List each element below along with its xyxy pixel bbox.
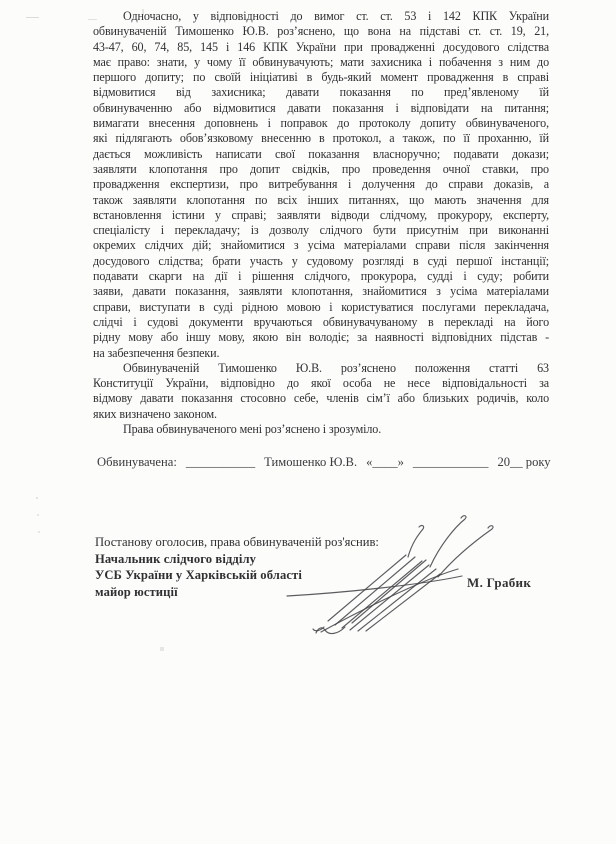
text-line: спеціалісту і перекладачу; із дозволу слідчого бути присутнім при виконанні: [93, 223, 549, 238]
text-line: встановлення істини у справі; заявляти відводи слідчому, прокурору, експерту,: [93, 207, 549, 222]
text-line: обвинуваченню або відмовитися давати показання і відповідати на питання;: [93, 100, 549, 115]
text-line: окремих слідчих дій; знайомитися з усіма матеріалами справи після закінчення: [93, 238, 549, 253]
text-line: також заявляти клопотання по всіх інших питаннях, що мають значення для: [93, 192, 549, 207]
text-line: досудового слідства; брати участь у судовому розгляді в суді першої інстанції;: [93, 253, 549, 268]
text-line: вимагати внесення доповнень і поправок до протоколу допиту обвинуваченого,: [93, 116, 549, 131]
text-line: заяви, давати показання, заявляти клопотання, знайомитися з усіма матеріалами: [93, 284, 549, 299]
paragraph: [93, 9, 549, 361]
pencil-mark: [36, 497, 38, 499]
text-line: рідну мову або іншу мову, якою він володіє; за наявності відповідних підстав -: [93, 330, 549, 345]
document-body: [93, 9, 549, 437]
text-line: провадження експертизи, про витребування і долучення до справи доказів, а: [93, 177, 549, 192]
text-line: Права обвинуваченого мені роз’яснено і зрозуміло.: [123, 422, 382, 437]
text-line: слідчі і судові документи вручаються обвинувачуваному в перекладі на його: [93, 314, 549, 329]
signature-blank-line: ___________: [185, 455, 256, 469]
announcement-line: Постанову оголосив, права обвинуваченій роз'яснив:: [95, 535, 379, 549]
text-line: на забезпечення безпеки.: [93, 345, 220, 360]
signer-name: М. Грабик: [467, 575, 532, 590]
text-line: Конституції України, відповідно до якої особа не несе відповідальності за: [93, 376, 549, 391]
text-line: 43-47, 60, 74, 85, 145 і 146 КПК України при провадженні досудового слідства: [93, 39, 549, 54]
accused-signature-row: [97, 455, 555, 470]
text-line: подавати скарги на дії і рішення слідчого, прокурора, судді і суду; робити: [93, 269, 549, 284]
text-line: справи, виступати в суді рідною мовою і користуватися послугами перекладача,: [93, 299, 549, 314]
text-line: відмовитися від захисника; давати показання по пред’явленому їй: [93, 85, 549, 100]
text-line: має право: знати, у чому її обвинувачують; мати захисника і побачення з ним до: [93, 54, 549, 69]
paragraph: [93, 361, 549, 422]
official-position-line: майор юстиції: [95, 584, 178, 599]
text-line: заявляти клопотання про допит свідків, про проведення очної ставки, про: [93, 161, 549, 176]
accused-label: Обвинувачена:: [97, 455, 177, 469]
pencil-mark: [37, 514, 39, 516]
text-line: Одночасно, у відповідності до вимог ст. ст. 53 і 142 КПК України: [123, 9, 549, 23]
date-day-blank: «____»: [366, 455, 404, 469]
text-line: першого допиту; по своїй ініціативі в будь-який момент провадження в справі: [93, 70, 549, 85]
pencil-mark: [38, 531, 40, 533]
pencil-mark: [160, 647, 164, 651]
official-position-line: Начальник слідчого відділу: [95, 551, 257, 566]
text-line: відмову давати показання стосовно себе, членів сім’ї або близьких родичів, коло: [93, 391, 549, 406]
year-blank: 20__ року: [497, 455, 551, 469]
paragraph: [93, 422, 549, 437]
text-line: Обвинуваченій Тимошенко Ю.В. роз’яснено положення статті 63: [123, 360, 549, 375]
text-line: яких визначено законом.: [93, 406, 217, 421]
text-line: дається можливість написати свої показання власноручно; подавати докази;: [93, 146, 549, 161]
pencil-mark: [26, 17, 39, 18]
official-position-line: УСБ України у Харківській області: [95, 568, 302, 583]
accused-name: Тимошенко Ю.В.: [264, 455, 358, 469]
text-line: які підлягають обов’язковому внесенню в протокол, а також, по її проханню, їй: [93, 131, 549, 146]
text-line: обвинуваченій Тимошенко Ю.В. роз’яснено, що вона на підставі ст. ст. 19, 21,: [93, 24, 549, 39]
date-month-blank: ____________: [412, 455, 489, 469]
